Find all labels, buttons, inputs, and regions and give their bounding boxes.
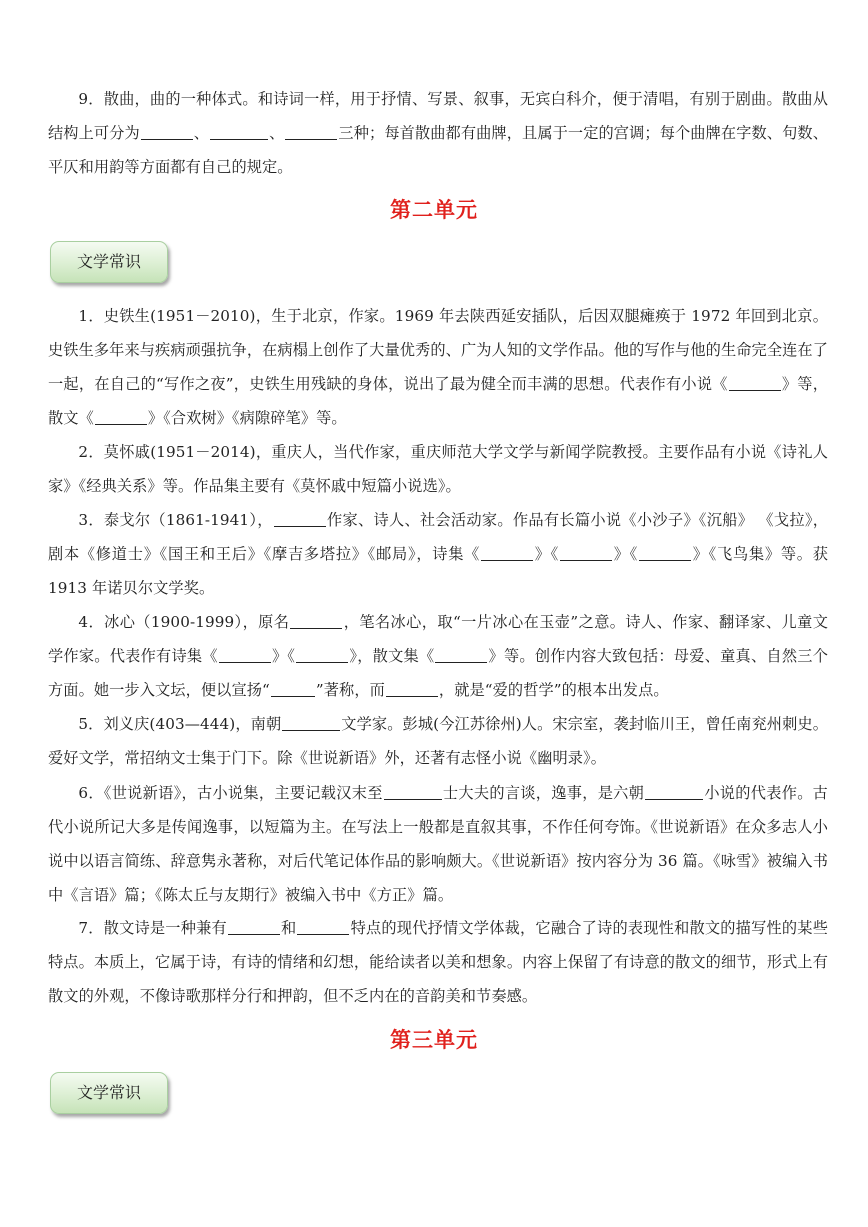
answer-blank[interactable]	[210, 123, 268, 140]
item-2-mo-huaiqi: 2．莫怀戚(1951－2014)，重庆人，当代作家，重庆师范大学文学与新闻学院教授。主要作品有小说《诗礼人家》《经典关系》等。作品集主要有《莫怀戚中短篇小说选》。	[48, 443, 828, 495]
answer-blank[interactable]	[274, 510, 326, 527]
unit-3-heading: 第三单元	[390, 1028, 478, 1052]
answer-blank[interactable]	[384, 783, 442, 800]
answer-blank[interactable]	[435, 646, 487, 663]
answer-blank[interactable]	[481, 544, 533, 561]
answer-blank[interactable]	[290, 612, 342, 629]
unit-2-heading: 第二单元	[390, 198, 478, 222]
item-4-bing-xin: 4．冰心（1900-1999），原名 ，笔名冰心，取“一片冰心在玉壶”之意。诗人、作家、翻译家、儿童文学作家。代表作有诗集《 》《 》，散文集《 》等。创作内容大致包括：母爱、童真、自然三个方面。她一步入文坛，便以宣扬“ ”著称，而 ，就是“爱的哲学”的根本出发点。	[48, 613, 829, 699]
answer-blank[interactable]	[271, 680, 315, 697]
answer-blank[interactable]	[645, 783, 703, 800]
item-3-tagore: 3．泰戈尔（1861-1941）， 作家、诗人、社会活动家。作品有长篇小说《小沙子》《沉船》 《戈拉》，剧本《修道士》《国王和王后》《摩吉多塔拉》《邮局》，诗集《 》《 》《 》《飞鸟集》等。获 1913 年诺贝尔文学奖。	[48, 511, 829, 597]
answer-blank[interactable]	[219, 646, 271, 663]
answer-blank[interactable]	[560, 544, 612, 561]
answer-blank[interactable]	[729, 374, 781, 391]
item-9-sanqu: 9．散曲，曲的一种体式。和诗词一样，用于抒情、写景、叙事，无宾白科介，便于清唱，有别于剧曲。散曲从结构上可分为 、 、 三种；每首散曲都有曲牌，且属于一定的宫调；每个曲牌在字数、句数、平仄和用韵等方面都有自己的规定。	[48, 90, 828, 176]
item-5-liu-yiqing: 5．刘义庆(403—444)，南朝 文学家。彭城(今江苏徐州)人。宋宗室，袭封临川王，曾任南兖州刺史。爱好文学，常招纳文士集于门下。除《世说新语》外，还著有志怪小说《幽明录》。	[48, 715, 828, 767]
item-7-prose-poem: 7．散文诗是一种兼有 和 特点的现代抒情文学体裁，它融合了诗的表现性和散文的描写性的某些特点。本质上，它属于诗，有诗的情绪和幻想，能给读者以美和想象。内容上保留了有诗意的散文的细节，形式上有散文的外观，不像诗歌那样分行和押韵，但不乏内在的音韵美和节奏感。	[48, 919, 828, 1005]
literary-knowledge-tag: 文学常识	[50, 241, 168, 283]
answer-blank[interactable]	[386, 680, 438, 697]
answer-blank[interactable]	[639, 544, 691, 561]
answer-blank[interactable]	[282, 714, 340, 731]
answer-blank[interactable]	[228, 918, 280, 935]
answer-blank[interactable]	[141, 123, 193, 140]
answer-blank[interactable]	[285, 123, 337, 140]
answer-blank[interactable]	[297, 918, 349, 935]
literary-knowledge-tag: 文学常识	[50, 1072, 168, 1114]
item-6-shishuo-xinyu: 6．《世说新语》，古小说集，主要记载汉末至 士大夫的言谈，逸事，是六朝 小说的代表作。古代小说所记大多是传闻逸事，以短篇为主。在写法上一般都是直叙其事，不作任何夸饰。《世说新语》在众多志人小说中以语言简练、辞意隽永著称，对后代笔记体作品的影响颇大。《世说新语》按内容分为 36 篇。《咏雪》被编入书中《言语》篇；《陈太丘与友期行》被编入书中《方正》篇。	[48, 784, 828, 904]
answer-blank[interactable]	[95, 408, 147, 425]
item-1-shi-tiesheng: 1．史铁生(1951－2010)，生于北京，作家。1969 年去陕西延安插队，后因双腿瘫痪于 1972 年回到北京。史铁生多年来与疾病顽强抗争，在病榻上创作了大量优秀的、广为人知的文学作品。他的写作与他的生命完全连在了一起，在自己的“写作之夜”，史铁生用残缺的身体，说出了最为健全而丰满的思想。代表作有小说《 》等，散文《 》《合欢树》《病隙碎笔》等。	[48, 307, 828, 427]
answer-blank[interactable]	[296, 646, 348, 663]
